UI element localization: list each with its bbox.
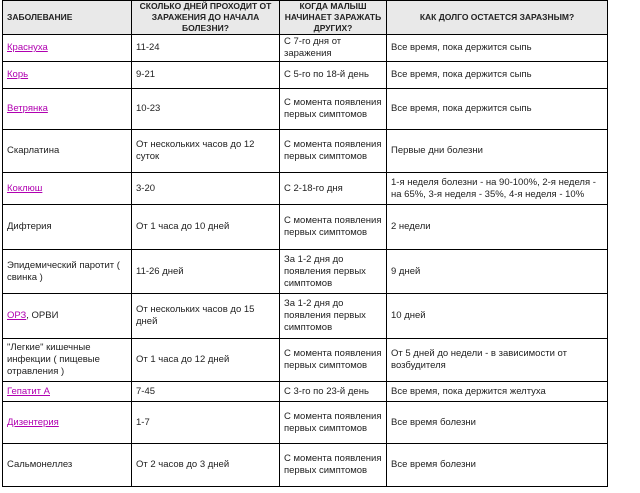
cell-duration: 10 дней [387, 294, 608, 339]
table-header-row [3, 1, 608, 35]
table-row [3, 205, 608, 250]
cell-disease [3, 382, 132, 402]
cell-contagious-from: С 7-го дня от заражения [280, 35, 387, 62]
cell-incubation: От 1 часа до 10 дней [132, 205, 280, 250]
cell-contagious-from: За 1-2 дня до появления первых симптомов [280, 250, 387, 294]
header-duration: КАК ДОЛГО ОСТАЕТСЯ ЗАРАЗНЫМ? [387, 1, 608, 35]
table-row [3, 62, 608, 89]
cell-disease [3, 402, 132, 444]
table-row [3, 35, 608, 62]
cell-incubation: 9-21 [132, 62, 280, 89]
table-row [3, 402, 608, 444]
cell-incubation: 3-20 [132, 173, 280, 205]
cell-duration: Все время, пока держится сыпь [387, 89, 608, 130]
cell-incubation: 10-23 [132, 89, 280, 130]
cell-contagious-from: С момента появления первых симптомов [280, 205, 387, 250]
table-row [3, 250, 608, 294]
cell-duration: 2 недели [387, 205, 608, 250]
disease-link[interactable]: Краснуха [7, 42, 48, 53]
disease-link[interactable]: Гепатит А [7, 385, 50, 397]
cell-duration: Все время, пока держится сыпь [387, 35, 608, 62]
cell-duration: Первые дни болезни [387, 130, 608, 173]
cell-duration: Все время болезни [387, 402, 608, 444]
disease-link[interactable]: Ветрянка [7, 103, 48, 114]
cell-incubation: 11-24 [132, 35, 280, 62]
cell-disease: "Легкие" кишечные инфекции ( пищевые отравления ) [3, 339, 132, 382]
disease-link[interactable]: Дизентерия [7, 416, 59, 428]
cell-contagious-from: С момента появления первых симптомов [280, 444, 387, 487]
cell-incubation: От нескольких часов до 15 дней [132, 294, 280, 339]
table-row [3, 339, 608, 382]
table-body [3, 35, 608, 487]
cell-disease: Скарлатина [3, 130, 132, 173]
table-row [3, 444, 608, 487]
cell-disease: Эпидемический паротит ( свинка ) [3, 250, 132, 294]
cell-incubation: От 2 часов до 3 дней [132, 444, 280, 487]
cell-incubation: 7-45 [132, 382, 280, 402]
disease-link[interactable]: ОРЗ [7, 310, 27, 321]
cell-contagious-from: С 3-го по 23-й день [280, 382, 387, 402]
cell-duration: 1-я неделя болезни - на 90-100%, 2-я неделя - на 65%, 3-я неделя - 35%, 4-я неделя - 10% [387, 173, 608, 205]
cell-contagious-from: С 5-го по 18-й день [280, 62, 387, 89]
header-disease: ЗАБОЛЕВАНИЕ [3, 1, 132, 35]
cell-contagious-from: С момента появления первых симптомов [280, 339, 387, 382]
cell-duration: Все время, пока держится сыпь [387, 62, 608, 89]
cell-duration: 9 дней [387, 250, 608, 294]
cell-contagious-from: С момента появления первых симптомов [280, 89, 387, 130]
disease-table [2, 0, 608, 487]
cell-incubation: 11-26 дней [132, 250, 280, 294]
table-row [3, 173, 608, 205]
cell-disease [3, 173, 132, 205]
header-contagious-from: КОГДА МАЛЫШ НАЧИНАЕТ ЗАРАЖАТЬ ДРУГИХ? [280, 1, 387, 35]
disease-link[interactable]: Корь [7, 69, 29, 80]
cell-disease [3, 89, 132, 130]
disease-link[interactable]: Коклюш [7, 182, 43, 194]
cell-disease [3, 35, 132, 62]
table-row [3, 130, 608, 173]
table-row [3, 89, 608, 130]
cell-disease [3, 62, 132, 89]
table-row [3, 382, 608, 402]
table-row [3, 294, 608, 339]
cell-contagious-from: С момента появления первых симптомов [280, 402, 387, 444]
cell-disease [3, 294, 132, 339]
cell-contagious-from: С момента появления первых симптомов [280, 130, 387, 173]
cell-duration: От 5 дней до недели - в зависимости от возбудителя [387, 339, 608, 382]
disease-suffix: , ОРВИ [26, 310, 59, 321]
cell-disease: Сальмонеллез [3, 444, 132, 487]
cell-duration: Все время болезни [387, 444, 608, 487]
cell-incubation: От 1 часа до 12 дней [132, 339, 280, 382]
cell-disease: Дифтерия [3, 205, 132, 250]
cell-incubation: От нескольких часов до 12 суток [132, 130, 280, 173]
cell-incubation: 1-7 [132, 402, 280, 444]
header-incubation: СКОЛЬКО ДНЕЙ ПРОХОДИТ ОТ ЗАРАЖЕНИЯ ДО НАЧАЛА БОЛЕЗНИ? [132, 1, 280, 35]
cell-duration: Все время, пока держится желтуха [387, 382, 608, 402]
cell-contagious-from: За 1-2 дня до появления первых симптомов [280, 294, 387, 339]
cell-contagious-from: С 2-18-го дня [280, 173, 387, 205]
